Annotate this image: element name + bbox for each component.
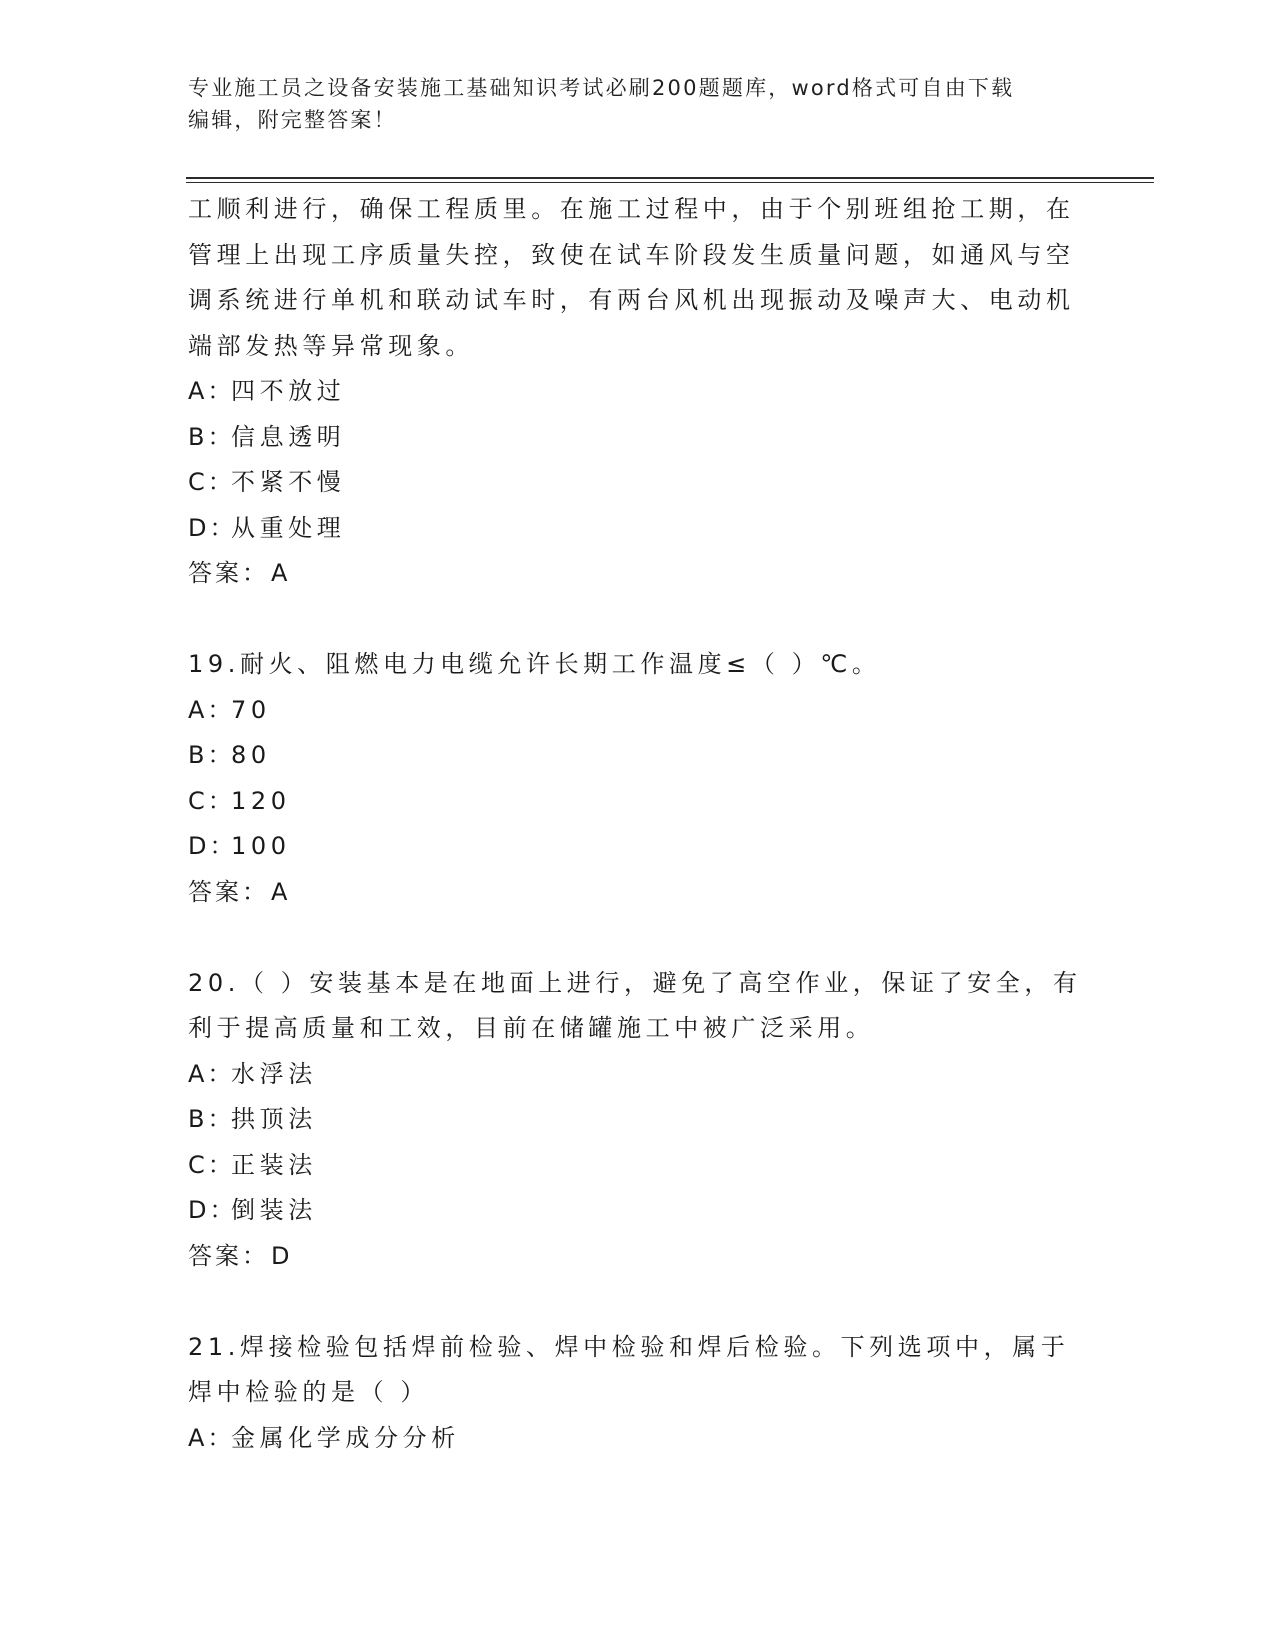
answer-value: D <box>271 1241 290 1270</box>
option-text: 从重处理 <box>231 513 346 542</box>
option-text: 信息透明 <box>231 422 346 451</box>
option-key: D： <box>188 832 237 860</box>
option-text: 正装法 <box>231 1150 317 1179</box>
option-text: 水浮法 <box>231 1059 317 1088</box>
option-a <box>188 688 1088 734</box>
question-block-18 <box>188 187 1088 597</box>
option-key: D： <box>188 513 237 542</box>
question-block-21 <box>188 1325 1088 1462</box>
question-text-continued: 工顺利进行，确保工程质里。在施工过程中，由于个别班组抢工期，在管理上出现工序质量失控，致使在试车阶段发生质量问题，如通风与空调系统进行单机和联动试车时，有两台风机出现振动及噪声大、电动机端部发热等异常现象。 <box>188 195 1075 360</box>
option-d <box>188 1188 1088 1234</box>
answer-value: A <box>271 877 288 906</box>
option-a <box>188 1052 1088 1098</box>
option-b <box>188 1097 1088 1143</box>
option-key: A： <box>188 377 235 405</box>
header-divider-thick <box>186 177 1154 179</box>
answer-line <box>188 870 1088 916</box>
answer-label: 答案： <box>188 877 269 906</box>
option-a <box>188 1416 1088 1462</box>
option-text: 四不放过 <box>231 377 346 405</box>
answer-label: 答案： <box>188 1241 269 1270</box>
option-key: C： <box>188 1150 235 1179</box>
option-text: 金属化学成分分析 <box>231 1423 460 1452</box>
option-c <box>188 1143 1088 1189</box>
spacer <box>188 1279 1088 1325</box>
option-key: B： <box>188 422 235 451</box>
option-key: C： <box>188 786 235 815</box>
option-key: A： <box>188 1059 235 1088</box>
option-c <box>188 779 1088 825</box>
option-key: D： <box>188 1196 237 1224</box>
option-text: 100 <box>231 832 291 860</box>
option-a <box>188 369 1088 415</box>
question-content <box>188 187 1088 1461</box>
option-key: C： <box>188 468 235 496</box>
spacer <box>188 597 1088 643</box>
option-text: 80 <box>231 741 271 769</box>
answer-line <box>188 1234 1088 1280</box>
question-text: 19.耐火、阻燃电力电缆允许长期工作温度≤（ ）℃。 <box>188 650 881 678</box>
option-key: A： <box>188 1423 235 1452</box>
question-block-20 <box>188 961 1088 1280</box>
option-key: B： <box>188 1105 235 1133</box>
option-text: 不紧不慢 <box>231 468 346 496</box>
option-c <box>188 460 1088 506</box>
question-block-19 <box>188 642 1088 915</box>
question-text: 21.焊接检验包括焊前检验、焊中检验和焊后检验。下列选项中，属于焊中检验的是（ ） <box>188 1332 1070 1406</box>
option-key: B： <box>188 741 235 769</box>
option-text: 倒装法 <box>231 1196 317 1224</box>
document-header <box>188 72 1088 136</box>
option-d <box>188 824 1088 870</box>
option-d <box>188 506 1088 552</box>
header-divider-thin <box>186 182 1154 183</box>
header-line-1: 专业施工员之设备安装施工基础知识考试必刷200题题库，word格式可自由下载 <box>188 76 1015 100</box>
answer-label: 答案： <box>188 559 269 587</box>
header-line-2: 编辑，附完整答案！ <box>188 108 397 132</box>
option-b <box>188 415 1088 461</box>
option-text: 120 <box>231 786 291 815</box>
answer-line <box>188 551 1088 597</box>
spacer <box>188 915 1088 961</box>
option-text: 70 <box>231 695 271 724</box>
option-b <box>188 733 1088 779</box>
question-text: 20.（ ）安装基本是在地面上进行，避免了高空作业，保证了安全，有利于提高质量和工效，目前在储罐施工中被广泛采用。 <box>188 968 1082 1042</box>
option-key: A： <box>188 695 235 724</box>
answer-value: A <box>271 559 288 587</box>
option-text: 拱顶法 <box>231 1105 317 1133</box>
